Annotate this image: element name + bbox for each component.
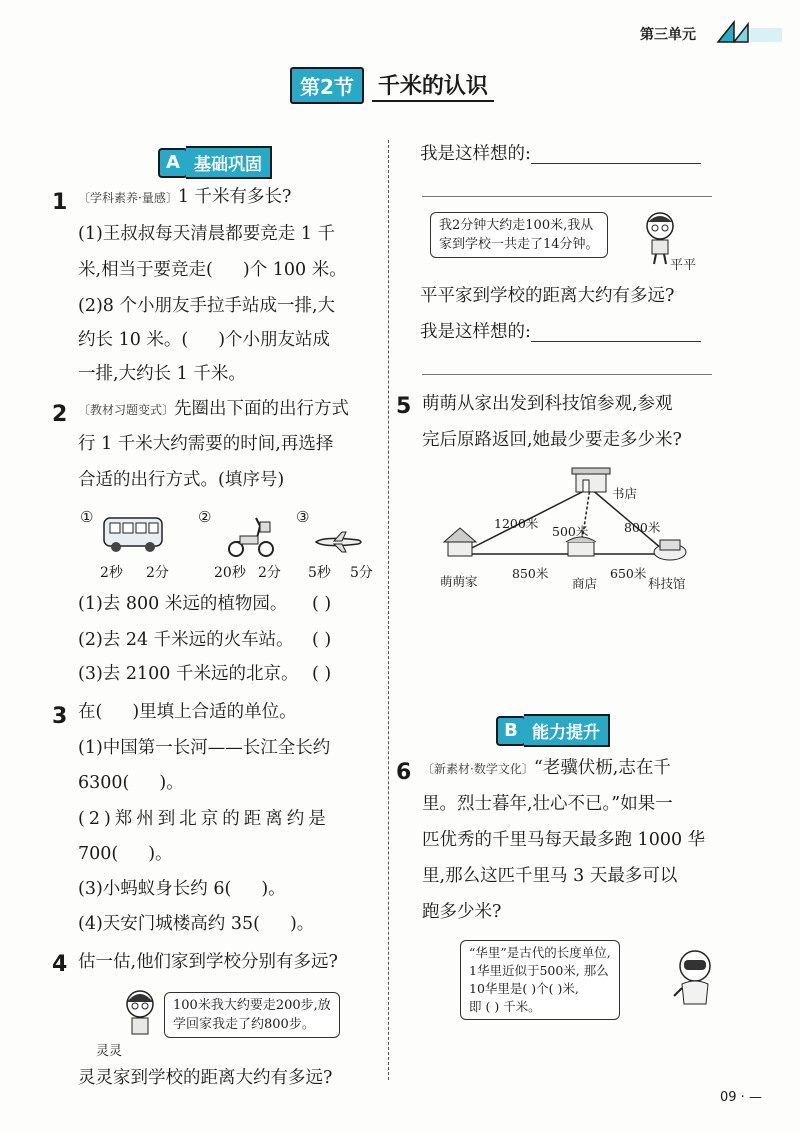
column-divider (388, 140, 390, 1080)
home-icon (444, 528, 476, 556)
level-b-badge: B (496, 716, 526, 746)
q3-line5a: (3)小蚂蚁身长约 6( (78, 879, 232, 899)
unit-label: 第三单元 (640, 27, 696, 43)
option2-time1[interactable]: 20秒 (214, 565, 246, 581)
q1-stem-text: 1 千米有多长? (177, 187, 292, 207)
q3-stem-b: )里填上合适的单位。 (132, 702, 297, 722)
q2-line3: 合适的出行方式。(填序号) (78, 470, 285, 490)
q1-line2 (78, 262, 347, 280)
section-number: 第2节 (290, 67, 364, 104)
label-d-shop-bookstore: 500米 (552, 524, 589, 539)
q5-number: 5 (396, 394, 412, 419)
q1-line4a: 约长 10 米。( (78, 330, 189, 350)
q4-think-label-1 (420, 146, 701, 164)
q3-line4a: 700( (78, 844, 119, 864)
q4-stem: 估一估,他们家到学校分别有多远? (78, 952, 338, 972)
page-number: 09 · — (720, 1090, 762, 1105)
q6-bubble-line2: 1华里近似于500米, 那么 (469, 963, 609, 978)
q4-bubble1-line1: 100米我大约要走200步,放 (173, 998, 331, 1013)
option1-mark: ① (80, 508, 94, 526)
q4-think-text-2: 我是这样想的: (420, 322, 531, 342)
q3-line1: (1)中国第一长河——长江全长约 (78, 738, 331, 758)
q6-number: 6 (396, 760, 412, 785)
q4-answer-line-3[interactable] (531, 325, 701, 342)
q3-line5b: )。 (261, 879, 286, 899)
q3-line6a: (4)天安门城楼高约 35( (78, 914, 260, 934)
q6-bubble (460, 940, 620, 1020)
label-d-bookstore-museum: 800米 (624, 520, 661, 535)
q1-stem (78, 189, 291, 207)
airplane-icon (314, 530, 364, 554)
q1-line4b: )个小朋友站成 (218, 330, 331, 350)
option2-mark: ② (198, 508, 212, 526)
option3-mark: ③ (296, 508, 310, 526)
q2-number: 2 (52, 402, 68, 427)
q3-line6b: )。 (289, 914, 315, 934)
q2-sub1: (1)去 800 米远的植物园。 (78, 594, 288, 614)
q4-number: 4 (52, 952, 68, 977)
q6-line2: 里。烈士暮年,壮心不已。”如果一 (422, 794, 673, 814)
label-museum: 科技馆 (648, 576, 686, 591)
section-title (290, 68, 494, 102)
q1-number: 1 (52, 190, 68, 215)
q3-stem-a: 在( (78, 702, 103, 722)
q3-line2 (78, 775, 184, 793)
q6-bubble-line4[interactable]: 即 ( ) 千米。 (469, 999, 541, 1014)
q4-bubble2-line2: 家到学校一共走了14分钟。 (439, 237, 599, 252)
q3-line5 (78, 881, 286, 899)
q3-line6 (78, 916, 314, 934)
q2-stem-text: 先圈出下面的出行方式 (174, 399, 350, 419)
robot-icon (672, 948, 718, 1006)
q2-line2: 行 1 千米大约需要的时间,再选择 (78, 434, 334, 454)
section-name: 千米的认识 (372, 69, 494, 102)
option3-time2[interactable]: 5分 (350, 565, 373, 581)
q4-think-text-1: 我是这样想的: (420, 144, 531, 164)
q3-stem (78, 704, 297, 722)
museum-icon (654, 540, 686, 560)
q3-line2b: )。 (159, 773, 184, 793)
q4-think-label-2 (420, 324, 701, 342)
q6-line5: 跑多少米? (422, 902, 502, 922)
q5-line1: 萌萌从家出发到科技馆参观,参观 (422, 394, 673, 414)
label-d-shop-museum: 650米 (610, 566, 647, 581)
unit-decoration-icon (712, 18, 784, 44)
q2-sub3-answer[interactable]: ( ) (312, 664, 332, 684)
bus-icon (100, 514, 166, 554)
q2-sub1-answer[interactable]: ( ) (312, 594, 332, 614)
q4-ask-pingping: 平平家到学校的距离大约有多远? (420, 286, 675, 306)
q4-answer-line-2[interactable] (422, 196, 712, 197)
option1-time2[interactable]: 2分 (146, 565, 169, 581)
girl-lingling-icon (120, 988, 160, 1040)
q2-sub3: (3)去 2100 千米远的北京。 (78, 664, 299, 684)
q4-bubble-lingling (164, 992, 340, 1038)
q5-line2: 完后原路返回,她最少要走多少米? (422, 430, 682, 450)
q3-line2a: 6300( (78, 773, 130, 793)
q3-number: 3 (52, 704, 68, 729)
q4-answer-line-4[interactable] (422, 374, 712, 375)
q4-bubble2-line1: 我2分钟大约走100米,我从 (439, 218, 594, 233)
kid-name-pingping: 平平 (670, 258, 697, 273)
q6-line1 (422, 760, 671, 778)
level-b-header (496, 714, 610, 747)
q4-bubble-pingping (430, 212, 608, 258)
level-a-badge: A (158, 148, 188, 178)
q1-line1: (1)王叔叔每天清晨都要竞走 1 千 (78, 224, 336, 244)
q3-line4b: )。 (148, 844, 173, 864)
level-a-header (158, 146, 272, 179)
q6-bubble-line1: “华里”是古代的长度单位, (469, 945, 611, 960)
label-d-home-bookstore: 1200米 (494, 516, 539, 531)
q1-line3: (2)8 个小朋友手拉手站成一排,大 (78, 296, 336, 316)
q6-line3: 匹优秀的千里马每天最多跑 1000 华 (422, 830, 706, 850)
q2-tag: 〔教材习题变式〕 (78, 403, 175, 417)
q6-line1-text: “老骥伏枥,志在千 (533, 758, 671, 778)
option3-time1[interactable]: 5秒 (308, 565, 331, 581)
label-bookstore: 书店 (612, 486, 638, 501)
q1-line5: 一排,大约长 1 千米。 (78, 364, 246, 384)
kid-name-lingling: 灵灵 (96, 1044, 123, 1059)
q4-ask-lingling: 灵灵家到学校的距离大约有多远? (78, 1068, 333, 1088)
q6-tag: 〔新素材·数学文化〕 (422, 762, 534, 776)
q1-line2b: )个 100 米。 (242, 260, 347, 280)
label-shop: 商店 (572, 576, 598, 591)
label-d-home-shop: 850米 (512, 566, 549, 581)
bookstore-icon (572, 468, 610, 492)
scooter-icon (226, 512, 276, 558)
option2-time2[interactable]: 2分 (258, 565, 281, 581)
label-home: 萌萌家 (440, 574, 478, 589)
q6-line4: 里,那么这匹千里马 3 天最多可以 (422, 866, 678, 886)
q2-sub2-answer[interactable]: ( ) (312, 630, 332, 650)
level-a-title: 基础巩固 (186, 146, 272, 179)
level-b-title: 能力提升 (524, 714, 610, 747)
q1-tag: 〔学科素养·量感〕 (78, 191, 178, 205)
q1-line4 (78, 332, 330, 350)
option1-time1[interactable]: 2秒 (100, 565, 123, 581)
q2-stem (78, 401, 349, 419)
q1-line2a: 米,相当于要竞走( (78, 260, 213, 280)
q2-sub2: (2)去 24 千米远的火车站。 (78, 630, 294, 650)
q3-line4 (78, 846, 173, 864)
q3-line3: (2)郑州到北京的距离约是 (78, 809, 330, 829)
q4-bubble1-line2: 学回家我走了约800步。 (173, 1017, 315, 1032)
q4-answer-line-1[interactable] (531, 147, 701, 164)
q6-bubble-line3[interactable]: 10华里是( )个( )米, (469, 981, 579, 996)
